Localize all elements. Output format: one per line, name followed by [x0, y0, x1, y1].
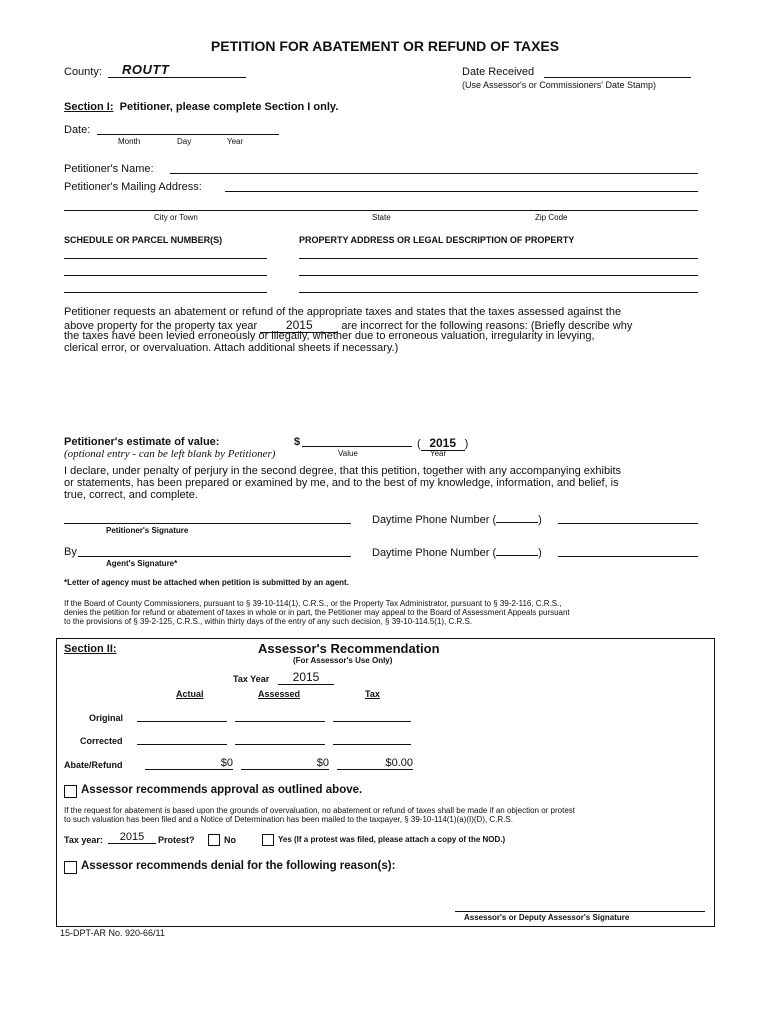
county-value[interactable]: ROUTT: [122, 62, 170, 77]
estimate-optional: (optional entry - can be left blank by Petitioner): [64, 448, 276, 460]
section2-subtitle: (For Assessor's Use Only): [293, 656, 393, 665]
request-line-2b: are incorrect for the following reasons: (Briefly describe why: [341, 320, 633, 332]
phone-2-number-line[interactable]: [558, 556, 698, 557]
original-assessed[interactable]: [235, 721, 325, 722]
date-sub-year: Year: [227, 137, 244, 146]
county-label: County:: [64, 66, 102, 78]
schedule-header: SCHEDULE OR PARCEL NUMBER(S): [64, 235, 223, 245]
section2-heading: Section II:: [64, 643, 117, 655]
request-line-2a: above property for the property tax year: [64, 320, 258, 332]
addr-sub-zip: Zip Code: [535, 213, 568, 222]
agent-signature-label: Agent's Signature*: [106, 559, 178, 568]
date-sub-month: Month: [118, 137, 141, 146]
estimate-optional-text: optional entry - can be left blank by Petitioner: [67, 448, 272, 460]
row-abate-label: Abate/Refund: [64, 760, 123, 770]
protest-no-checkbox[interactable]: [208, 834, 220, 846]
protest-no-label: No: [224, 835, 236, 845]
phone-1: [372, 513, 542, 526]
phone-1-close: ): [538, 514, 542, 526]
board-line-1: If the Board of County Commissioners, pursuant to § 39-10-114(1), C.R.S., or the Property Tax Administrator, pursuant to § 39-2-116, C.R.S.,: [64, 599, 562, 608]
estimate-label: Petitioner's estimate of value:: [64, 436, 220, 448]
section2-box: [56, 638, 715, 927]
date-received-label: Date Received: [462, 66, 535, 78]
approve-label: Assessor recommends approval as outlined above.: [81, 784, 363, 796]
property-line-3[interactable]: [299, 292, 698, 293]
board-line-3: to the provisions of § 39-2-125, C.R.S., within thirty days of the entry of any such decision, § 39-10-114.5(1), C.R.S.: [64, 617, 473, 626]
abate-tax[interactable]: $0.00: [337, 757, 413, 770]
estimate-year-paren: ( 2015 ): [417, 436, 469, 450]
schedule-line-2[interactable]: [64, 275, 267, 276]
phone-1-number-line[interactable]: [558, 523, 698, 524]
date-field-line[interactable]: [97, 134, 279, 135]
corrected-tax[interactable]: [333, 744, 411, 745]
petitioner-signature-line[interactable]: [64, 523, 351, 524]
addr-sub-city: City or Town: [154, 213, 198, 222]
declare-line-3: true, correct, and complete.: [64, 489, 198, 501]
section2-title: Assessor's Recommendation: [258, 641, 440, 656]
request-line-3: the taxes have been levied erroneously or illegally, whether due to erroneous valuation, irregularity in levying,: [64, 330, 595, 342]
protest-yes-label: Yes (If a protest was filed, please attach a copy of the NOD.): [278, 835, 506, 844]
phone-2-area-code[interactable]: [496, 546, 538, 556]
col-tax: Tax: [365, 689, 380, 699]
tax-year-small-label: Tax year:: [64, 835, 103, 845]
declare-line-1: I declare, under penalty of perjury in the second degree, that this petition, together with any accompanying exhibits: [64, 465, 622, 477]
request-line-4: clerical error, or overvaluation. Attach additional sheets if necessary.): [64, 342, 399, 354]
estimate-year[interactable]: 2015: [421, 436, 465, 451]
date-label: Date:: [64, 124, 91, 136]
property-header: PROPERTY ADDRESS OR LEGAL DESCRIPTION OF PROPERTY: [299, 235, 575, 245]
mailing-address-line[interactable]: [225, 191, 698, 192]
declare-line-2: or statements, has been prepared or examined by me, and to the best of my knowledge, information, and belief, is: [64, 477, 619, 489]
request-line-1: Petitioner requests an abatement or refund of the appropriate taxes and states that the taxes assessed against the: [64, 306, 622, 318]
tax-year-label: Tax Year: [233, 674, 270, 684]
addr-sub-state: State: [372, 213, 391, 222]
protest-yes-checkbox[interactable]: [262, 834, 274, 846]
petitioner-name-label: Petitioner's Name:: [64, 163, 154, 175]
row-original-label: Original: [89, 713, 124, 723]
agency-note: *Letter of agency must be attached when petition is submitted by an agent.: [64, 578, 349, 587]
petitioner-name-line[interactable]: [170, 173, 698, 174]
date-received-note: (Use Assessor's or Commissioners' Date Stamp): [462, 80, 656, 90]
protest-label: Protest?: [158, 835, 195, 845]
approve-checkbox[interactable]: [64, 785, 77, 798]
abate-assessed[interactable]: $0: [241, 757, 329, 770]
schedule-line-1[interactable]: [64, 258, 267, 259]
abate-actual[interactable]: $0: [145, 757, 233, 770]
estimate-value-line[interactable]: [302, 446, 412, 447]
phone-2-close: ): [538, 547, 542, 559]
board-line-2: denies the petition for refund or abatement of taxes in whole or in part, the Petitioner may appeal to the Board of Assessment Appeals pursuant: [64, 608, 570, 617]
city-state-zip-line[interactable]: [64, 210, 698, 211]
request-year[interactable]: 2015: [260, 318, 338, 333]
mailing-address-label: Petitioner's Mailing Address:: [64, 181, 202, 193]
phone-1-label: Daytime Phone Number (: [372, 514, 497, 526]
deny-label: Assessor recommends denial for the following reason(s):: [81, 860, 396, 872]
by-label: By: [64, 546, 77, 558]
deny-checkbox[interactable]: [64, 861, 77, 874]
section1-heading: [64, 101, 338, 113]
phone-2-label: Daytime Phone Number (: [372, 547, 497, 559]
petitioner-signature-label: Petitioner's Signature: [106, 526, 189, 535]
col-assessed: Assessed: [258, 689, 301, 699]
phone-2: [372, 546, 542, 559]
schedule-line-3[interactable]: [64, 292, 267, 293]
tax-year-value[interactable]: 2015: [278, 670, 334, 685]
estimate-dollar: $: [294, 436, 301, 448]
date-sub-day: Day: [177, 137, 192, 146]
section1-instruction: Petitioner, please complete Section I only.: [119, 101, 339, 113]
value-sub-label: Value: [338, 449, 358, 458]
tax-year-small-value[interactable]: 2015: [108, 831, 156, 844]
overval-line-1: If the request for abatement is based upon the grounds of overvaluation, no abatement or refund of taxes shall be made if an objection or protest: [64, 806, 575, 815]
section1-label: Section I:: [64, 101, 114, 113]
phone-1-area-code[interactable]: [496, 513, 538, 523]
original-actual[interactable]: [137, 721, 227, 722]
form-number: 15-DPT-AR No. 920-66/11: [60, 928, 165, 938]
assessor-signature-line[interactable]: [455, 911, 705, 912]
date-received-line: [544, 77, 691, 78]
original-tax[interactable]: [333, 721, 411, 722]
row-corrected-label: Corrected: [80, 736, 123, 746]
corrected-actual[interactable]: [137, 744, 227, 745]
agent-signature-line[interactable]: [78, 556, 351, 557]
property-line-2[interactable]: [299, 275, 698, 276]
year-sub-label: Year: [430, 449, 447, 458]
corrected-assessed[interactable]: [235, 744, 325, 745]
county-field-line[interactable]: [108, 77, 246, 78]
overval-line-2: to such valuation has been filed and a Notice of Determination has been mailed to the taxpayer, § 39-10-114(1)(a)(I)(D), C.R.S.: [64, 815, 513, 824]
form-title: PETITION FOR ABATEMENT OR REFUND OF TAXES: [210, 38, 560, 54]
assessor-signature-label: Assessor's or Deputy Assessor's Signature: [464, 913, 630, 922]
col-actual: Actual: [176, 689, 204, 699]
property-line-1[interactable]: [299, 258, 698, 259]
